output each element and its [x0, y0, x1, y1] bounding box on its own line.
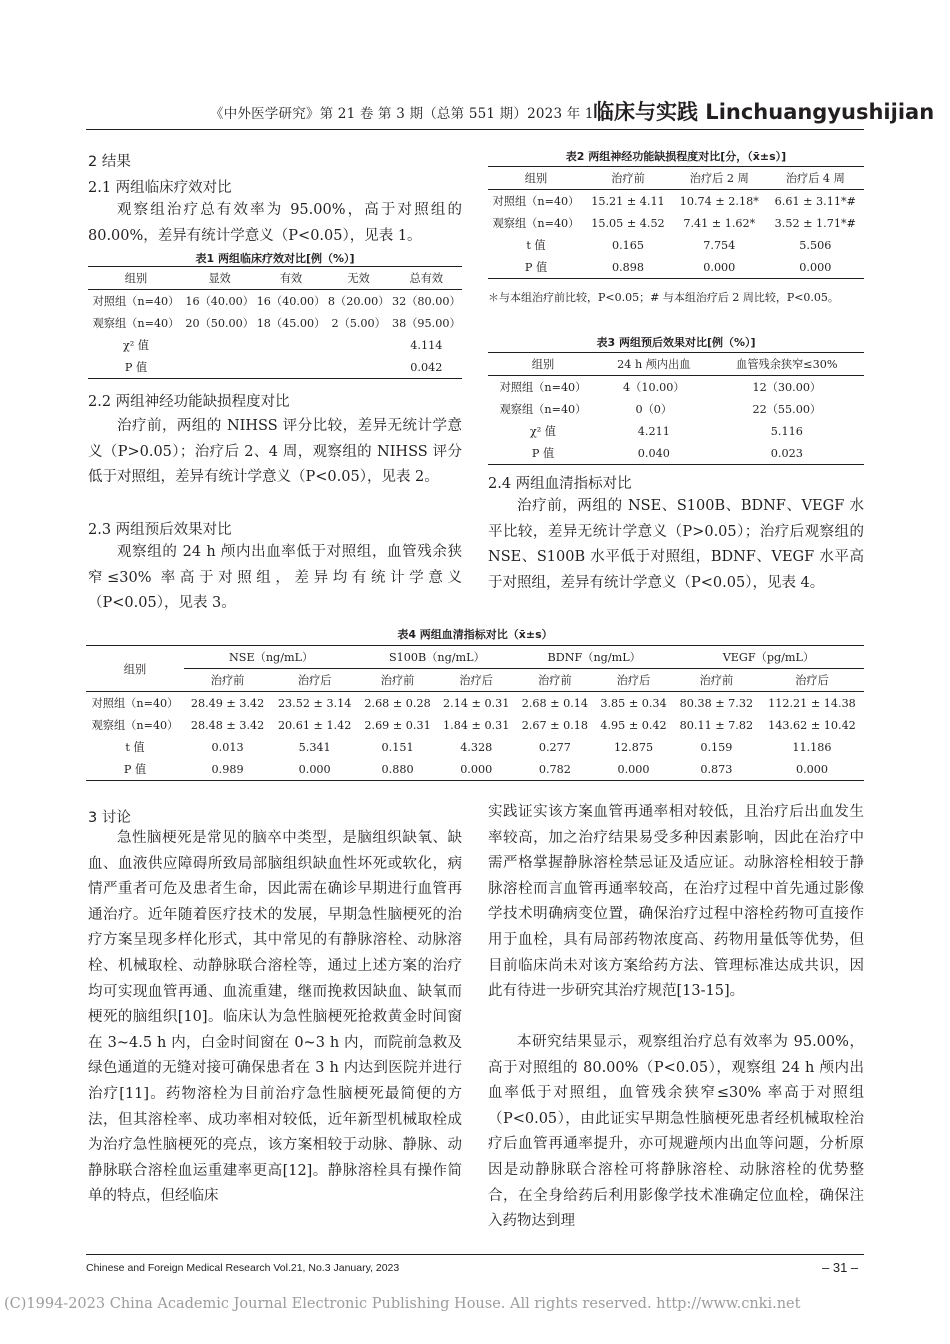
table-cell: 0.898	[611, 260, 644, 274]
table-cell: 4（10.00）	[623, 381, 685, 394]
table-cell: P 值	[531, 447, 555, 460]
section-2-3-heading: 2.3 两组预后效果对比	[88, 522, 232, 538]
table-cell	[255, 334, 326, 356]
table-row	[488, 212, 864, 234]
table-row	[488, 256, 864, 279]
table-header-cell: 治疗前	[673, 669, 760, 692]
table-cell: 0.000	[799, 260, 832, 274]
table-cell: 28.49 ± 3.42	[190, 696, 265, 710]
discussion-right-text-1: 实践证实该方案血管再通率相对较低，且治疗后出血发生率较高，加之治疗结果易受多种因素影响，因此在治疗中需严格掌握静脉溶栓禁忌证及适应证。动脉溶栓相较于静脉溶栓而言血管再通率较高，在治疗过程中首先通过影像学技术明确病变位置，确保治疗过程中溶栓药物可直接作用于血栓，具有局部药物浓度高、药物用量低等优势，但目前临床尚未对该方案给药方法、管理标准达成共识，因此有待进一步研究其治疗规范[13-15]。	[488, 804, 864, 1000]
table-row	[488, 420, 864, 442]
table-cell: 2.14 ± 0.31	[443, 696, 510, 710]
table-cell: 32（80.00）	[392, 295, 461, 308]
table2-header-row	[488, 167, 864, 190]
table-header-cell: S100B（ng/mL）	[358, 646, 515, 669]
header-rule	[86, 129, 864, 130]
table-header-cell: 血管残余狭窄≤30%	[710, 353, 864, 376]
journal-header: 《中外医学研究》第 21 卷 第 3 期（总第 551 期）2023 年 1 月	[210, 106, 612, 122]
table-header-cell: 治疗前	[358, 669, 437, 692]
table-cell: 16（40.00）	[185, 295, 254, 308]
footer-journal: Chinese and Foreign Medical Research Vol.21, No.3 January, 2023	[86, 1262, 400, 1274]
table-cell: 0.880	[381, 762, 414, 776]
footer-rule	[86, 1254, 864, 1255]
table-cell: 5.341	[298, 740, 331, 754]
table3-caption: 表3 两组预后效果对比[例（%）]	[596, 336, 756, 349]
table-header-cell: VEGF（pg/mL）	[673, 646, 864, 669]
table-cell: 2（5.00）	[331, 317, 386, 330]
table-cell: 对照组（n=40）	[91, 697, 179, 710]
table-cell: 0.165	[611, 238, 644, 252]
column-title: 临床与实践 Linchuangyushijian	[593, 100, 935, 124]
table3	[488, 352, 864, 465]
table-cell: 1.84 ± 0.31	[443, 718, 510, 732]
table-cell: 观察组（n=40）	[91, 719, 179, 732]
table-cell: 15.21 ± 4.11	[591, 194, 665, 208]
table-cell: 10.74 ± 2.18*	[679, 194, 759, 208]
table-cell: 2.67 ± 0.18	[521, 718, 589, 732]
table-header-cell: 显效	[184, 267, 255, 290]
table-header-cell: NSE（ng/mL）	[184, 646, 358, 669]
table-header-cell: 治疗后	[760, 669, 864, 692]
table-cell	[184, 334, 255, 356]
table-row	[86, 714, 864, 736]
table1-header-row	[88, 267, 462, 290]
table-row	[86, 692, 864, 715]
table1	[88, 266, 462, 379]
table-cell: 0.000	[460, 762, 493, 776]
table-header-cell: 治疗前	[584, 167, 672, 190]
table-cell: P 值	[524, 261, 548, 274]
table-cell: t 值	[526, 239, 546, 252]
table-cell: 5.506	[799, 238, 832, 252]
table4-subheader-row	[86, 669, 864, 692]
table-cell: 23.52 ± 3.14	[277, 696, 352, 710]
table4	[86, 645, 864, 781]
table-row	[488, 398, 864, 420]
table-row	[88, 290, 462, 313]
copyright-notice: (C)1994-2023 China Academic Journal Electronic Publishing House. All rights reserved. http://www.cnki.net	[4, 1296, 801, 1312]
section-2-3-text: 观察组的 24 h 颅内出血率低于对照组，血管残余狭窄≤30% 率高于对照组，差异均有统计学意义（P<0.05），见表 3。	[88, 544, 462, 612]
table-row	[488, 190, 864, 213]
section-2-heading: 2 结果	[88, 154, 131, 170]
table-cell: 0.040	[637, 446, 670, 460]
table-header-cell: 治疗后 2 周	[672, 167, 767, 190]
table-cell: 观察组（n=40）	[492, 217, 580, 230]
table2	[488, 166, 864, 279]
table-cell: 0.277	[538, 740, 571, 754]
section-2-2-text: 治疗前，两组的 NIHSS 评分比较，差异无统计学意义（P>0.05）；治疗后 2、4 周，观察组的 NIHSS 评分低于对照组，差异有统计学意义（P<0.05），见表 2。	[88, 418, 462, 486]
table-header-cell: 组别	[86, 646, 184, 692]
table-header-cell: 治疗后	[594, 669, 673, 692]
table-header-cell: 治疗后 4 周	[767, 167, 864, 190]
table-cell: χ² 值	[529, 425, 556, 438]
table-cell	[255, 356, 326, 379]
table-cell: P 值	[123, 763, 147, 776]
table-cell: 143.62 ± 10.42	[768, 718, 856, 732]
table-cell: 0.013	[211, 740, 244, 754]
table-header-cell: 无效	[327, 267, 391, 290]
table-cell: 2.68 ± 0.28	[364, 696, 431, 710]
table-header-cell: 治疗后	[271, 669, 358, 692]
table-cell: 4.95 ± 0.42	[600, 718, 667, 732]
table-row	[488, 376, 864, 399]
table-cell: 8（20.00）	[327, 295, 390, 308]
table-cell: 4.328	[460, 740, 493, 754]
table-cell: 0.000	[703, 260, 736, 274]
table-cell: 0.873	[700, 762, 733, 776]
table-cell: 20（50.00）	[185, 317, 254, 330]
table-header-cell: 治疗后	[437, 669, 516, 692]
table-header-cell: 组别	[88, 267, 184, 290]
table-cell: 观察组（n=40）	[92, 317, 180, 330]
table-cell: χ² 值	[122, 339, 149, 352]
table-cell: 12（30.00）	[752, 381, 822, 394]
table2-note: ＊与本组治疗前比较，P<0.05；# 与本组治疗后 2 周比较，P<0.05。	[488, 291, 839, 304]
table-cell: 2.69 ± 0.31	[364, 718, 431, 732]
discussion-right-text-2: 本研究结果显示，观察组治疗总有效率为 95.00%，高于对照组的 80.00%（P<0.05），观察组 24 h 颅内出血率低于对照组，血管残余狭窄≤30% 率高于对照组（P<0.05），由此证实早期急性脑梗死患者经机械取栓治疗后血管再通率提升，亦可规避颅内出血等问题，分析原因是动静脉联合溶栓可将静脉溶栓、动脉溶栓的优势整合，在全身给药后利用影像学技术准确定位血栓，确保注入药物达到理	[488, 1034, 864, 1230]
table-cell	[327, 356, 391, 379]
table-cell: 3.85 ± 0.34	[600, 696, 667, 710]
table4-indicator-row	[86, 646, 864, 669]
table4-caption: 表4 两组血清指标对比（x̄±s）	[397, 628, 553, 641]
table-cell: 3.52 ± 1.71*#	[774, 216, 856, 230]
table-cell: 6.61 ± 3.11*#	[774, 194, 856, 208]
table-cell	[184, 356, 255, 379]
table-row	[488, 442, 864, 465]
table-cell: 18（45.00）	[256, 317, 326, 330]
table-cell: 7.41 ± 1.62*	[683, 216, 756, 230]
table-cell: 112.21 ± 14.38	[768, 696, 856, 710]
table3-header-row	[488, 353, 864, 376]
table-cell: 2.68 ± 0.14	[521, 696, 589, 710]
table-cell: 0.151	[381, 740, 414, 754]
section-2-1-heading: 2.1 两组临床疗效对比	[88, 180, 232, 196]
table-cell: 0.000	[795, 762, 828, 776]
table-cell: 16（40.00）	[256, 295, 326, 308]
table-cell: 5.116	[770, 424, 803, 438]
table-cell: 80.11 ± 7.82	[679, 718, 754, 732]
table-header-cell: 治疗前	[516, 669, 595, 692]
table-cell: 对照组（n=40）	[92, 295, 180, 308]
table-cell: 0.000	[617, 762, 650, 776]
table-cell: 4.211	[637, 424, 670, 438]
table-cell: 11.186	[792, 740, 832, 754]
table-cell: 0.989	[211, 762, 244, 776]
table-cell: 观察组（n=40）	[499, 403, 587, 416]
table-cell	[327, 334, 391, 356]
table1-caption: 表1 两组临床疗效对比[例（%）]	[195, 252, 355, 265]
table-cell: 0.000	[298, 762, 331, 776]
discussion-left-text: 急性脑梗死是常见的脑卒中类型，是脑组织缺氧、缺血、血液供应障碍所致局部脑组织缺血性坏死或软化，病情严重者可危及患者生命，因此需在确诊早期进行血管再通治疗。近年随着医疗技术的发展，早期急性脑梗死的治疗方案呈现多样化形式，其中常见的有静脉溶栓、动脉溶栓、机械取栓、动静脉联合溶栓等，通过上述方案的治疗均可实现血管再通、血流重建，继而挽救因缺血、缺氧而梗死的脑组织[10]。临床认为急性脑梗死抢救黄金时间窗在 3~4.5 h 内，白金时间窗在 0~3 h 内，而院前急救及绿色通道的无缝对接可确保患者在 3 h 内达到医院并进行治疗[11]。药物溶栓为目前治疗急性脑梗死最简便的方法，但其溶栓率、成功率相对较低，近年新型机械取栓成为治疗急性脑梗死的亮点，该方案相较于动脉、静脉、动静脉联合溶栓血运重建率更高[12]。静脉溶栓具有操作简单的特点，但经临床	[88, 830, 462, 1205]
table-cell: 0.159	[700, 740, 733, 754]
table-row	[88, 334, 462, 356]
table-cell: 对照组（n=40）	[492, 195, 580, 208]
section-2-4-text: 治疗前，两组的 NSE、S100B、BDNF、VEGF 水平比较，差异无统计学意义（P>0.05）；治疗后观察组的 NSE、S100B 水平低于对照组，BDNF、VEGF 水平高于对照组，差异有统计学意义（P<0.05），见表 4。	[488, 498, 864, 591]
table-header-cell: 组别	[488, 167, 584, 190]
table2-caption: 表2 两组神经功能缺损程度对比[分，（x̄±s）]	[565, 150, 787, 163]
table-header-cell: 治疗前	[184, 669, 271, 692]
section-2-1-text: 观察组治疗总有效率为 95.00%，高于对照组的 80.00%，差异有统计学意义（P<0.05），见表 1。	[88, 202, 462, 244]
table-header-cell: 24 h 颅内出血	[598, 353, 710, 376]
table-cell: 12.875	[613, 740, 654, 754]
section-2-4-heading: 2.4 两组血清指标对比	[488, 476, 632, 492]
table-cell: 38（95.00）	[392, 317, 461, 330]
table-row	[86, 758, 864, 781]
table-cell: 20.61 ± 1.42	[277, 718, 352, 732]
page-number: – 31 –	[822, 1260, 859, 1275]
table-row	[88, 312, 462, 334]
section-3-heading: 3 讨论	[88, 810, 131, 826]
table-header-cell: 有效	[255, 267, 326, 290]
table-row	[86, 736, 864, 758]
table-cell: 4.114	[410, 338, 443, 352]
table-cell: 对照组（n=40）	[499, 381, 587, 394]
table-cell: 7.754	[703, 238, 736, 252]
table-header-cell: BDNF（ng/mL）	[516, 646, 673, 669]
section-2-2-heading: 2.2 两组神经功能缺损程度对比	[88, 394, 290, 410]
table-cell: 0.023	[770, 446, 803, 460]
table-cell: 15.05 ± 4.52	[591, 216, 665, 230]
table-row	[88, 356, 462, 379]
table-cell: P 值	[124, 361, 148, 374]
table-row	[488, 234, 864, 256]
table-cell: 0.782	[538, 762, 571, 776]
table-cell: 28.48 ± 3.42	[190, 718, 265, 732]
table-cell: t 值	[125, 741, 145, 754]
table-cell: 80.38 ± 7.32	[679, 696, 754, 710]
table-header-cell: 总有效	[391, 267, 462, 290]
table-cell: 22（55.00）	[752, 403, 822, 416]
table-cell: 0.042	[410, 360, 443, 374]
table-cell: 0（0）	[635, 403, 673, 416]
table-header-cell: 组别	[488, 353, 598, 376]
